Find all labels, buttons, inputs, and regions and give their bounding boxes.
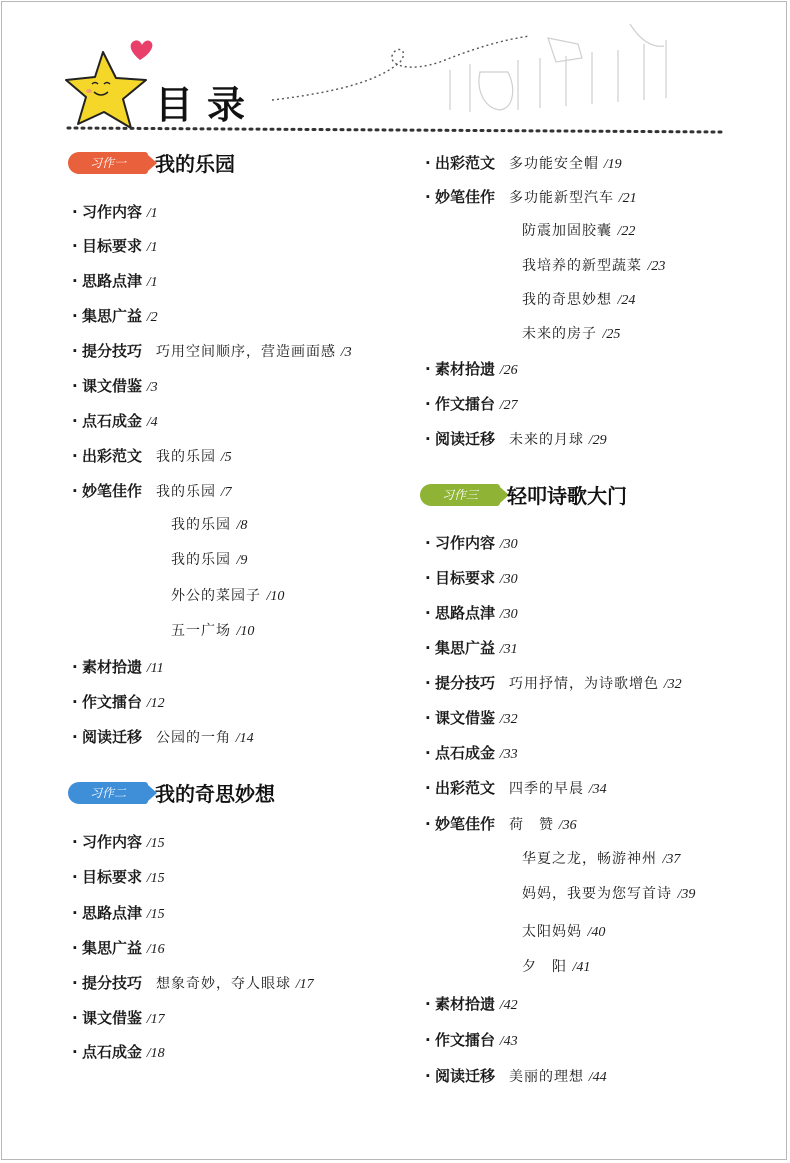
toc-entry[interactable]: · 作文擂台 /43 — [425, 1031, 518, 1049]
toc-entry[interactable]: · 目标要求 /15 — [72, 868, 165, 886]
toc-entry[interactable]: · 目标要求 /30 — [425, 569, 518, 587]
section-header-3 — [420, 482, 750, 510]
star-icon — [66, 52, 146, 128]
toc-entry[interactable]: · 素材拾遗 /11 — [72, 658, 164, 676]
section-badge: 习作一 — [68, 152, 148, 174]
toc-entry[interactable]: · 点石成金 /33 — [425, 744, 518, 762]
toc-entry[interactable]: · 集思广益 /16 — [72, 939, 165, 957]
toc-entry[interactable]: · 习作内容 /15 — [72, 833, 165, 851]
toc-subentry[interactable]: 五一广场 /10 — [171, 623, 255, 639]
sketch-decoration — [450, 24, 666, 112]
toc-subentry[interactable]: 防震加固胶囊 /22 — [522, 223, 636, 239]
toc-entry[interactable]: · 出彩范文 多功能安全帽 /19 — [425, 154, 622, 172]
toc-subentry[interactable]: 我培养的新型蔬菜 /23 — [522, 258, 666, 274]
toc-entry[interactable]: · 作文擂台 /27 — [425, 395, 518, 413]
toc-entry[interactable]: · 阅读迁移 公园的一角 /14 — [72, 728, 254, 746]
toc-entry[interactable]: · 素材拾遗 /26 — [425, 360, 518, 378]
section-title: 我的乐园 — [155, 152, 235, 176]
toc-entry[interactable]: · 点石成金 /4 — [72, 412, 158, 430]
toc-subentry[interactable]: 我的奇思妙想 /24 — [522, 292, 636, 308]
toc-entry[interactable]: · 习作内容 /1 — [72, 203, 158, 221]
toc-entry[interactable]: · 阅读迁移 美丽的理想 /44 — [425, 1067, 607, 1085]
section-header-2 — [68, 780, 388, 808]
toc-subentry[interactable]: 我的乐园 /8 — [171, 517, 248, 533]
toc-subentry[interactable]: 外公的菜园子 /10 — [171, 588, 285, 604]
toc-subentry[interactable]: 夕 阳 /41 — [522, 959, 591, 975]
toc-subentry[interactable]: 未来的房子 /25 — [522, 326, 621, 342]
toc-entry[interactable]: · 提分技巧 巧用抒情，为诗歌增色 /32 — [425, 674, 682, 692]
toc-entry[interactable]: · 妙笔佳作 荷 赞 /36 — [425, 815, 577, 833]
section-badge: 习作二 — [68, 782, 148, 804]
section-header-1 — [68, 150, 388, 178]
toc-entry[interactable]: · 课文借鉴 /3 — [72, 377, 158, 395]
toc-entry[interactable]: · 集思广益 /2 — [72, 307, 158, 325]
toc-entry[interactable]: · 素材拾遗 /42 — [425, 995, 518, 1013]
toc-subentry[interactable]: 我的乐园 /9 — [171, 552, 248, 568]
toc-entry[interactable]: · 妙笔佳作 多功能新型汽车 /21 — [425, 188, 637, 206]
toc-entry[interactable]: · 提分技巧 想象奇妙，夺人眼球 /17 — [72, 974, 314, 992]
section-title: 我的奇思妙想 — [155, 782, 275, 806]
toc-subentry[interactable]: 华夏之龙，畅游神州 /37 — [522, 851, 681, 867]
toc-entry[interactable]: · 思路点津 /30 — [425, 604, 518, 622]
toc-entry[interactable]: · 思路点津 /15 — [72, 904, 165, 922]
heart-icon — [131, 40, 153, 60]
section-title: 轻叩诗歌大门 — [507, 484, 627, 508]
dotted-swirl — [272, 36, 530, 100]
header-decoration — [0, 0, 790, 150]
toc-entry[interactable]: · 习作内容 /30 — [425, 534, 518, 552]
toc-subentry[interactable]: 太阳妈妈 /40 — [522, 924, 606, 940]
toc-entry[interactable]: · 思路点津 /1 — [72, 272, 158, 290]
toc-entry[interactable]: · 作文擂台 /12 — [72, 693, 165, 711]
toc-entry[interactable]: · 课文借鉴 /32 — [425, 709, 518, 727]
toc-entry[interactable]: · 点石成金 /18 — [72, 1043, 165, 1061]
toc-subentry[interactable]: 妈妈，我要为您写首诗 /39 — [522, 886, 696, 902]
toc-entry[interactable]: · 集思广益 /31 — [425, 639, 518, 657]
page-title: 目录 — [155, 83, 260, 127]
section-badge: 习作三 — [420, 484, 500, 506]
toc-entry[interactable]: · 妙笔佳作 我的乐园 /7 — [72, 482, 232, 500]
toc-entry[interactable]: · 课文借鉴 /17 — [72, 1009, 165, 1027]
toc-entry[interactable]: · 出彩范文 四季的早晨 /34 — [425, 779, 607, 797]
toc-entry[interactable]: · 阅读迁移 未来的月球 /29 — [425, 430, 607, 448]
toc-entry[interactable]: · 出彩范文 我的乐园 /5 — [72, 447, 232, 465]
toc-entry[interactable]: · 目标要求 /1 — [72, 237, 158, 255]
toc-entry[interactable]: · 提分技巧 巧用空间顺序，营造画面感 /3 — [72, 342, 352, 360]
